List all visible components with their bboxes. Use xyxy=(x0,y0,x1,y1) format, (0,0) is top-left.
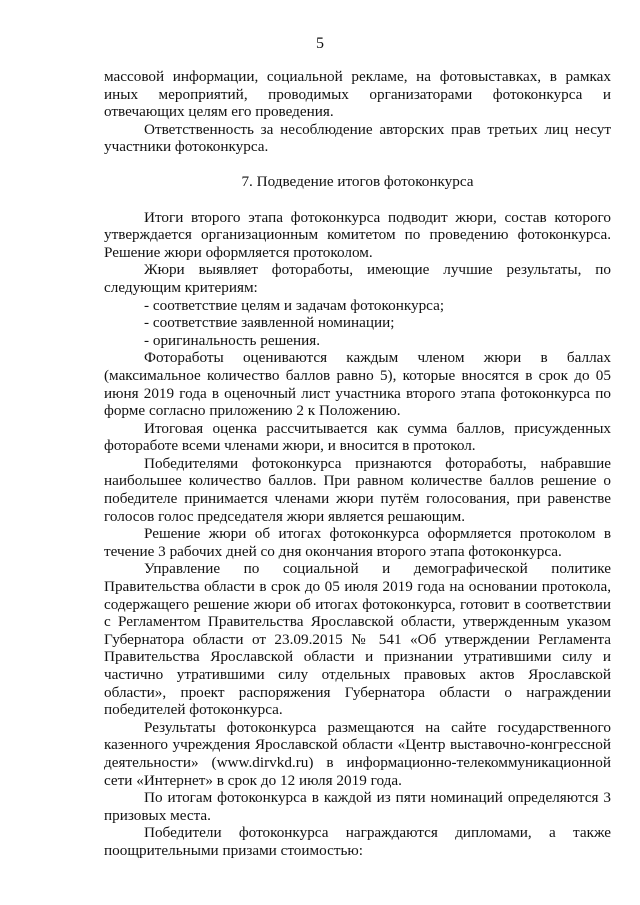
paragraph-scoring: Фотоработы оцениваются каждым членом жюри в баллах (максимальное количество баллов равно 5), которые вносятся в срок до 05 июня 2019 года в оценочный лист участника второго этапа фотоконкурса по форме согласно приложению 2 к Положению. xyxy=(104,349,611,420)
criteria-item: - соответствие заявленной номинации; xyxy=(144,314,395,332)
paragraph-intro-continuation: массовой информации, социальной рекламе, на фотовыставках, в рамках иных мероприятий, проводимых организаторами фотоконкурса и отвечающих целям его проведения. xyxy=(104,68,611,121)
paragraph-awards: Победители фотоконкурса награждаются дипломами, а также поощрительными призами стоимостью: xyxy=(104,824,611,859)
paragraph-department: Управление по социальной и демографической политике Правительства области в срок до 05 июля 2019 года на основании протокола, содержащего решение жюри об итогах фотоконкурса, готовит в соответствии с Регламентом Правительства Ярославской области, утвержденным указом Губернатора области от 23.09.2015 № 541 «Об утверждении Регламента Правительства Ярославской области и признании утратившими силу и частично утратившими силу отдельных правовых актов Ярославской области», проект распоряжения Губернатора области о награждении победителей фотоконкурса. xyxy=(104,560,611,719)
criteria-item: - оригинальность решения. xyxy=(144,331,321,349)
paragraph-prize-places: По итогам фотоконкурса в каждой из пяти номинаций определяются 3 призовых места. xyxy=(104,789,611,824)
paragraph-jury-criteria: Жюри выявляет фотоработы, имеющие лучшие результаты, по следующим критериям: xyxy=(104,261,611,296)
paragraph-protocol: Решение жюри об итогах фотоконкурса оформляется протоколом в течение 3 рабочих дней со дня окончания второго этапа фотоконкурса. xyxy=(104,525,611,560)
paragraph-final-score: Итоговая оценка рассчитывается как сумма баллов, присужденных фотоработе всеми членами жюри, и вносится в протокол. xyxy=(104,419,611,455)
paragraph-copyright-responsibility: Ответственность за несоблюдение авторских прав третьих лиц несут участники фотоконкурса. xyxy=(104,120,611,156)
paragraph-publication: Результаты фотоконкурса размещаются на сайте государственного казенного учреждения Ярославской области «Центр выставочно-конгрессной деятельности» (www.dirvkd.ru) в информационно-телекоммуникационной сети «Интернет» в срок до 12 июля 2019 года. xyxy=(104,718,611,789)
paragraph-jury-results: Итоги второго этапа фотоконкурса подводит жюри, состав которого утверждается организационным комитетом по проведению фотоконкурса. Решение жюри оформляется протоколом. xyxy=(104,208,611,261)
paragraph-winners: Победителями фотоконкурса признаются фотоработы, набравшие наибольшее количество баллов. При равном количестве баллов решение о победителе принимается членами жюри путём голосования, при равенстве голосов голос председателя жюри является решающим. xyxy=(104,454,611,525)
page-number: 5 xyxy=(316,35,324,52)
document-body xyxy=(104,68,611,860)
section-heading: 7. Подведение итогов фотоконкурса xyxy=(241,172,474,190)
criteria-item: - соответствие целям и задачам фотоконкурса; xyxy=(144,296,445,314)
